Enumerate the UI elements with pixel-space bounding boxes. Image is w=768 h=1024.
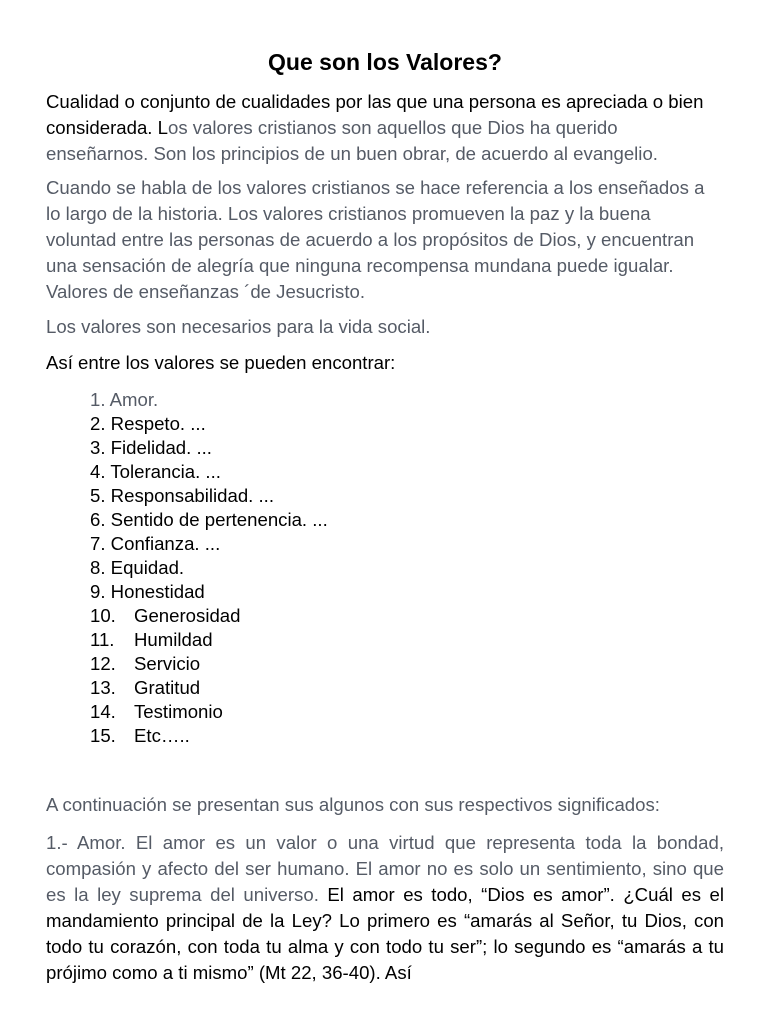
paragraph-meanings-intro: A continuación se presentan sus algunos con sus respectivos significados: bbox=[46, 794, 660, 815]
christian-values-text: os valores cristianos son aquellos que Dios ha querido enseñarnos. Son los principios de un buen obrar, de acuerdo al evangelio. bbox=[46, 117, 658, 164]
list-item-text: Etc….. bbox=[134, 725, 190, 746]
list-item bbox=[90, 436, 328, 460]
list-item-number: 10. bbox=[90, 605, 116, 626]
paragraph-social-life: Los valores son necesarios para la vida social. bbox=[46, 316, 431, 337]
list-item-number: 14. bbox=[90, 701, 116, 722]
list-item-number: 13. bbox=[90, 677, 116, 698]
paragraph-love-definition bbox=[46, 830, 724, 986]
list-item bbox=[90, 532, 328, 556]
list-item-number: 3. bbox=[90, 437, 106, 458]
list-item bbox=[90, 388, 328, 412]
list-item-text: Amor. bbox=[105, 389, 159, 410]
list-item-number: 12. bbox=[90, 653, 116, 674]
list-item bbox=[90, 724, 328, 748]
list-item-number: 1. bbox=[90, 389, 106, 410]
love-commandment-text: El amor es todo, “Dios es amor”. ¿Cuál es el mandamiento principal de la Ley? Lo primero es “amarás al Señor, tu Dios, con todo tu corazón, con toda tu alma y con todo tu ser”; lo segundo es “amarás a tu prójimo como a ti mismo” (Mt 22, 36-40). Así bbox=[46, 884, 724, 983]
list-item-text: Testimonio bbox=[134, 701, 223, 722]
values-list bbox=[90, 388, 328, 748]
list-item-text: Honestidad bbox=[105, 581, 205, 602]
list-item-text: Sentido de pertenencia. ... bbox=[105, 509, 328, 530]
list-item bbox=[90, 604, 328, 628]
list-item-text: Responsabilidad. ... bbox=[105, 485, 274, 506]
list-item-text: Servicio bbox=[134, 653, 201, 674]
paragraph-list-intro: Así entre los valores se pueden encontrar: bbox=[46, 352, 396, 373]
list-item bbox=[90, 460, 328, 484]
list-item-text: Generosidad bbox=[134, 605, 241, 626]
paragraph-christian-values: Cuando se habla de los valores cristianos se hace referencia a los enseñados a lo largo de la historia. Los valores cristianos promueven la paz y la buena voluntad entre las personas de acuerdo a los propósitos de Dios, y encuentran una sensación de alegría que ninguna recompensa mundana puede igualar. Valores de enseñanzas ´de Jesucristo. bbox=[46, 177, 705, 302]
love-definition-text: 1.- Amor. El amor es un valor o una virtud que representa toda la bondad, compasión y afecto del ser humano. El amor no es solo un sentimiento, sino que es la ley suprema del universo. bbox=[46, 832, 724, 905]
list-item-text: Equidad. bbox=[105, 557, 185, 578]
page-title: Que son los Valores? bbox=[268, 49, 502, 75]
list-item-number: 15. bbox=[90, 725, 116, 746]
list-item-number: 4. bbox=[90, 461, 106, 482]
paragraph-definition bbox=[46, 89, 724, 167]
list-item-text: Gratitud bbox=[134, 677, 201, 698]
list-item bbox=[90, 484, 328, 508]
list-item-number: 5. bbox=[90, 485, 106, 506]
list-item-text: Confianza. ... bbox=[105, 533, 221, 554]
list-item bbox=[90, 628, 328, 652]
list-item bbox=[90, 700, 328, 724]
list-item bbox=[90, 556, 328, 580]
list-item-number: 9. bbox=[90, 581, 106, 602]
list-item-text: Respeto. ... bbox=[105, 413, 206, 434]
list-item-number: 8. bbox=[90, 557, 106, 578]
list-item-text: Humildad bbox=[134, 629, 213, 650]
list-item-text: Tolerancia. ... bbox=[105, 461, 221, 482]
list-item bbox=[90, 580, 328, 604]
list-item-text: Fidelidad. ... bbox=[105, 437, 212, 458]
list-item-number: 11. bbox=[90, 629, 115, 650]
list-item bbox=[90, 652, 328, 676]
list-item-number: 6. bbox=[90, 509, 106, 530]
list-item bbox=[90, 676, 328, 700]
definition-text: Cualidad o conjunto de cualidades por las que una persona es apreciada o bien considerada. L bbox=[46, 91, 704, 138]
list-item-number: 2. bbox=[90, 413, 106, 434]
list-item bbox=[90, 412, 328, 436]
list-item bbox=[90, 508, 328, 532]
list-item-number: 7. bbox=[90, 533, 106, 554]
